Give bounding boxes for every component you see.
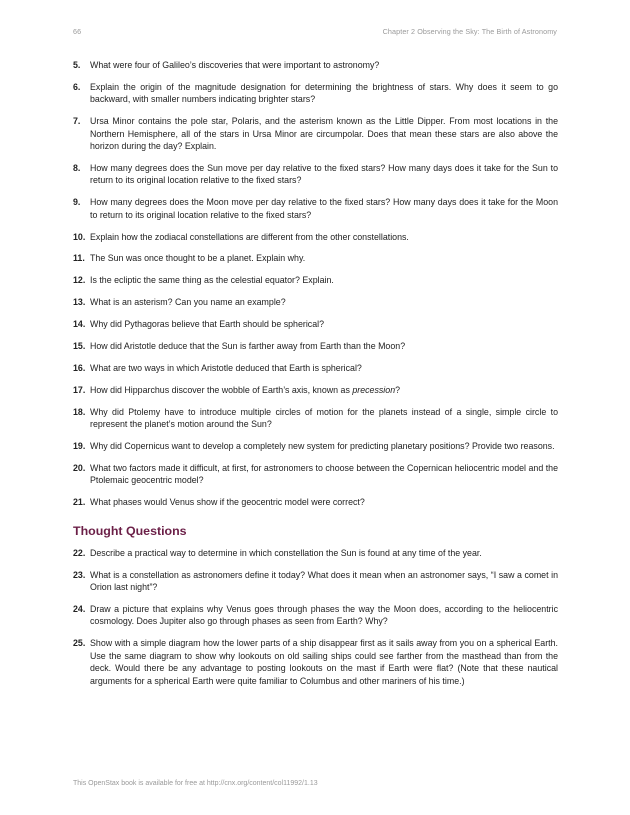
- page-number: 66: [73, 27, 82, 36]
- question-number: 10.: [73, 231, 86, 242]
- question-number: 15.: [73, 341, 86, 352]
- question-number: 23.: [73, 569, 86, 580]
- question-item: [73, 252, 558, 264]
- question-text: Describe a practical way to determine in which constellation the Sun is found at any time of the year.: [90, 547, 482, 558]
- question-text: Why did Copernicus want to develop a completely new system for predicting planetary positions? Provide two reasons.: [90, 441, 555, 452]
- question-item: [73, 296, 558, 308]
- question-number: 5.: [73, 60, 81, 70]
- question-item: [73, 274, 558, 286]
- question-number: 9.: [73, 197, 81, 208]
- question-text-part: How did Hipparchus discover the wobble of Earth’s axis, known as: [90, 384, 353, 395]
- question-text: What phases would Venus show if the geocentric model were correct?: [90, 497, 365, 508]
- question-number: 7.: [73, 116, 81, 127]
- question-item: [73, 362, 558, 374]
- question-number: 16.: [73, 363, 86, 373]
- question-text: Explain the origin of the magnitude designation for determining the brightness of stars. Why does it seem to go backward, with smaller numbers indicating brighter stars?: [90, 81, 558, 105]
- question-number: 14.: [73, 319, 86, 330]
- question-number: 12.: [73, 275, 86, 286]
- question-text: What is an asterism? Can you name an example?: [90, 297, 286, 308]
- question-number: 17.: [73, 384, 86, 395]
- question-item: [73, 569, 558, 594]
- question-text: Ursa Minor contains the pole star, Polaris, and the asterism known as the Little Dipper. From most locations in the Northern Hemisphere, all of the stars in Ursa Minor are circumpolar. Does that mean these stars are also above the horizon during the day? Explain.: [90, 116, 558, 152]
- question-text: Why did Ptolemy have to introduce multiple circles of motion for the planets instead of a single, simple circle to represent the planet’s motion around the Sun?: [90, 406, 558, 430]
- question-number: 13.: [73, 297, 86, 308]
- question-item: [73, 462, 558, 487]
- question-item: [73, 406, 558, 431]
- question-text: What were four of Galileo’s discoveries that were important to astronomy?: [90, 60, 380, 70]
- question-number: 25.: [73, 638, 86, 649]
- section-title: Thought Questions: [73, 523, 187, 538]
- question-text: How many degrees does the Sun move per day relative to the fixed stars? How many days does it take for the Sun to return to its original location relative to the fixed stars?: [90, 162, 558, 186]
- question-number: 24.: [73, 603, 86, 614]
- question-text: Why did Pythagoras believe that Earth should be spherical?: [90, 319, 325, 330]
- question-number: 21.: [73, 497, 86, 508]
- question-number: 19.: [73, 441, 86, 452]
- page-content: [73, 59, 558, 696]
- question-number: 11.: [73, 253, 85, 264]
- question-item: [73, 547, 558, 559]
- question-text: Show with a simple diagram how the lower parts of a ship disappear first as it sails away from you on a spherical Earth. Use the same diagram to show why lookouts on old sailing ships could see farther from the masthead than from the deck. Would there be any advantage to posting lookouts on the mast if Earth were flat? (Note that these nautical arguments for a spherical Earth were quite familiar to Columbus and other mariners of his time.): [90, 638, 558, 686]
- question-text-part: ?: [395, 384, 401, 395]
- question-text: What are two ways in which Aristotle deduced that Earth is spherical?: [90, 363, 362, 373]
- question-text: Draw a picture that explains why Venus goes through phases the way the Moon does, according to the heliocentric cosmology. Does Jupiter also go through phases as seen from Earth? Why?: [90, 603, 558, 627]
- question-item: [73, 162, 558, 187]
- question-item: [73, 340, 558, 352]
- question-item: [73, 196, 558, 221]
- question-text: [90, 384, 558, 396]
- question-text: Is the ecliptic the same thing as the celestial equator? Explain.: [90, 275, 334, 286]
- question-item: [73, 231, 558, 243]
- question-item: [73, 496, 558, 508]
- question-number: 22.: [73, 547, 86, 558]
- question-item: [73, 440, 558, 452]
- question-number: 18.: [73, 406, 86, 417]
- question-number: 20.: [73, 463, 86, 474]
- chapter-header: Chapter 2 Observing the Sky: The Birth of Astronomy: [382, 27, 557, 36]
- question-item: [73, 115, 558, 152]
- question-item: [73, 603, 558, 628]
- question-text: How many degrees does the Moon move per day relative to the fixed stars? How many days does it take for the Moon to return to its original location relative to the fixed stars?: [90, 197, 558, 220]
- question-text: The Sun was once thought to be a planet. Explain why.: [90, 253, 306, 264]
- question-text: Explain how the zodiacal constellations are different from the other constellations.: [90, 231, 409, 242]
- footer-note: This OpenStax book is available for free at http://cnx.org/content/col11992/1.13: [73, 780, 318, 787]
- question-item: [73, 637, 558, 687]
- question-number: 8.: [73, 162, 81, 173]
- question-text: What is a constellation as astronomers define it today? What does it mean when an astronomer says, “I saw a comet in Orion last night”?: [90, 569, 558, 593]
- question-number: 6.: [73, 81, 81, 92]
- term-precession: precession: [352, 384, 396, 395]
- question-text: How did Aristotle deduce that the Sun is farther away from Earth than the Moon?: [90, 341, 406, 352]
- question-item: [73, 59, 558, 71]
- question-item: [73, 318, 558, 330]
- question-item: [73, 384, 558, 396]
- question-text: What two factors made it difficult, at first, for astronomers to choose between the Copernican heliocentric model and the Ptolemaic geocentric model?: [90, 463, 558, 486]
- question-item: [73, 81, 558, 106]
